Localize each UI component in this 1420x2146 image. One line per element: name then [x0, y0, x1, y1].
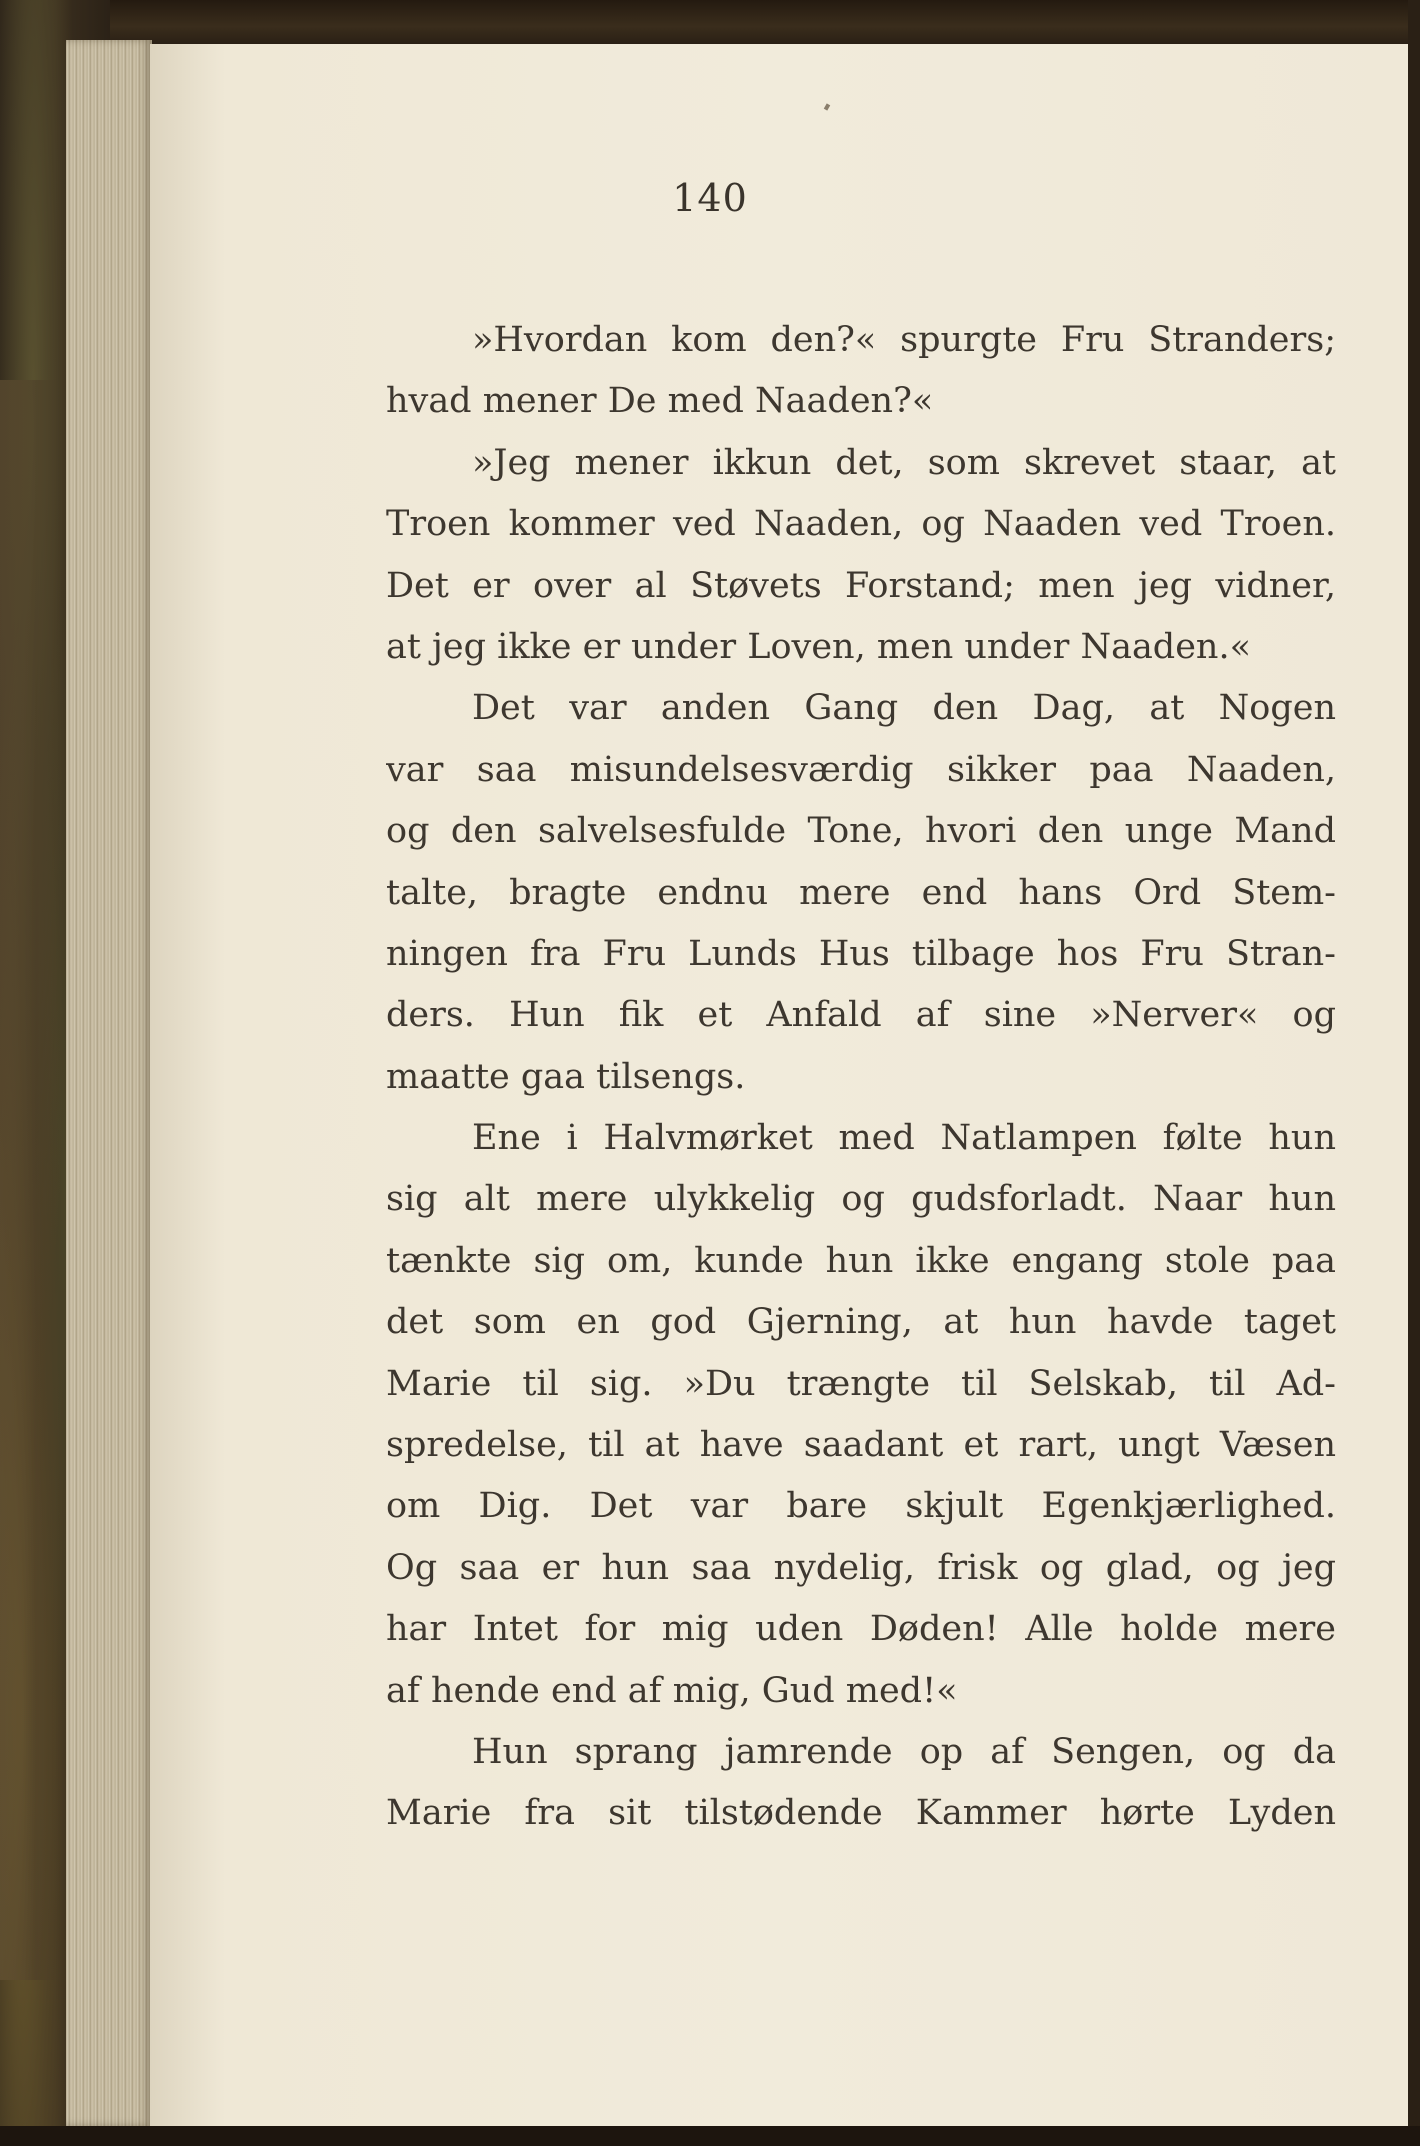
stacked-page-edges: [66, 40, 152, 2126]
bottom-shadow-band: [0, 2126, 1420, 2146]
right-shadow-band: [1408, 0, 1420, 2146]
text-line: har Intet for mig uden Døden! Alle holde mere: [386, 1609, 1336, 1650]
text-line: tænkte sig om, kunde hun ikke engang stole paa: [386, 1240, 1336, 1281]
text-line: »Jeg mener ikkun det, som skrevet staar, at: [472, 442, 1336, 483]
text-line: at jeg ikke er under Loven, men under Naaden.«: [386, 626, 1252, 667]
text-line: ders. Hun fik et Anfald af sine »Nerver« og: [386, 995, 1336, 1036]
text-line: hvad mener De med Naaden?«: [386, 381, 934, 422]
text-line: talte, bragte endnu mere end hans Ord Stem-: [386, 872, 1336, 913]
text-line: Det er over al Støvets Forstand; men jeg vidner,: [386, 565, 1336, 606]
text-line: Og saa er hun saa nydelig, frisk og glad, og jeg: [386, 1547, 1336, 1588]
text-line: var saa misundelsesværdig sikker paa Naaden,: [386, 749, 1336, 790]
text-line: »Hvordan kom den?« spurgte Fru Stranders;: [472, 320, 1336, 360]
text-line: Marie fra sit tilstødende Kammer hørte Lyden: [386, 1793, 1336, 1834]
text-line: sig alt mere ulykkelig og gudsforladt. Naar hun: [386, 1179, 1336, 1220]
text-line: og den salvelsesfulde Tone, hvori den unge Mand: [386, 811, 1336, 852]
top-shadow-band: [0, 0, 1420, 44]
text-line: om Dig. Det var bare skjult Egenkjærlighed.: [386, 1486, 1336, 1527]
cover-edge: [0, 380, 60, 1980]
text-line: maatte gaa tilsengs.: [386, 1056, 746, 1097]
text-line: Hun sprang jamrende op af Sengen, og da: [472, 1731, 1336, 1772]
text-line: det som en god Gjerning, at hun havde taget: [386, 1302, 1336, 1343]
text-line: spredelse, til at have saadant et rart, ungt Væsen: [386, 1425, 1336, 1466]
text-line: af hende end af mig, Gud med!«: [386, 1670, 958, 1711]
body-text: [386, 310, 1336, 1845]
text-line: Det var anden Gang den Dag, at Nogen: [472, 688, 1336, 729]
text-line: ningen fra Fru Lunds Hus tilbage hos Fru Stran-: [386, 933, 1336, 974]
text-line: Troen kommer ved Naaden, og Naaden ved Troen.: [386, 504, 1336, 545]
text-line: Ene i Halvmørket med Natlampen følte hun: [472, 1118, 1336, 1159]
text-line: Marie til sig. »Du trængte til Selskab, til Ad-: [386, 1363, 1336, 1404]
page-number: 140: [672, 176, 748, 220]
